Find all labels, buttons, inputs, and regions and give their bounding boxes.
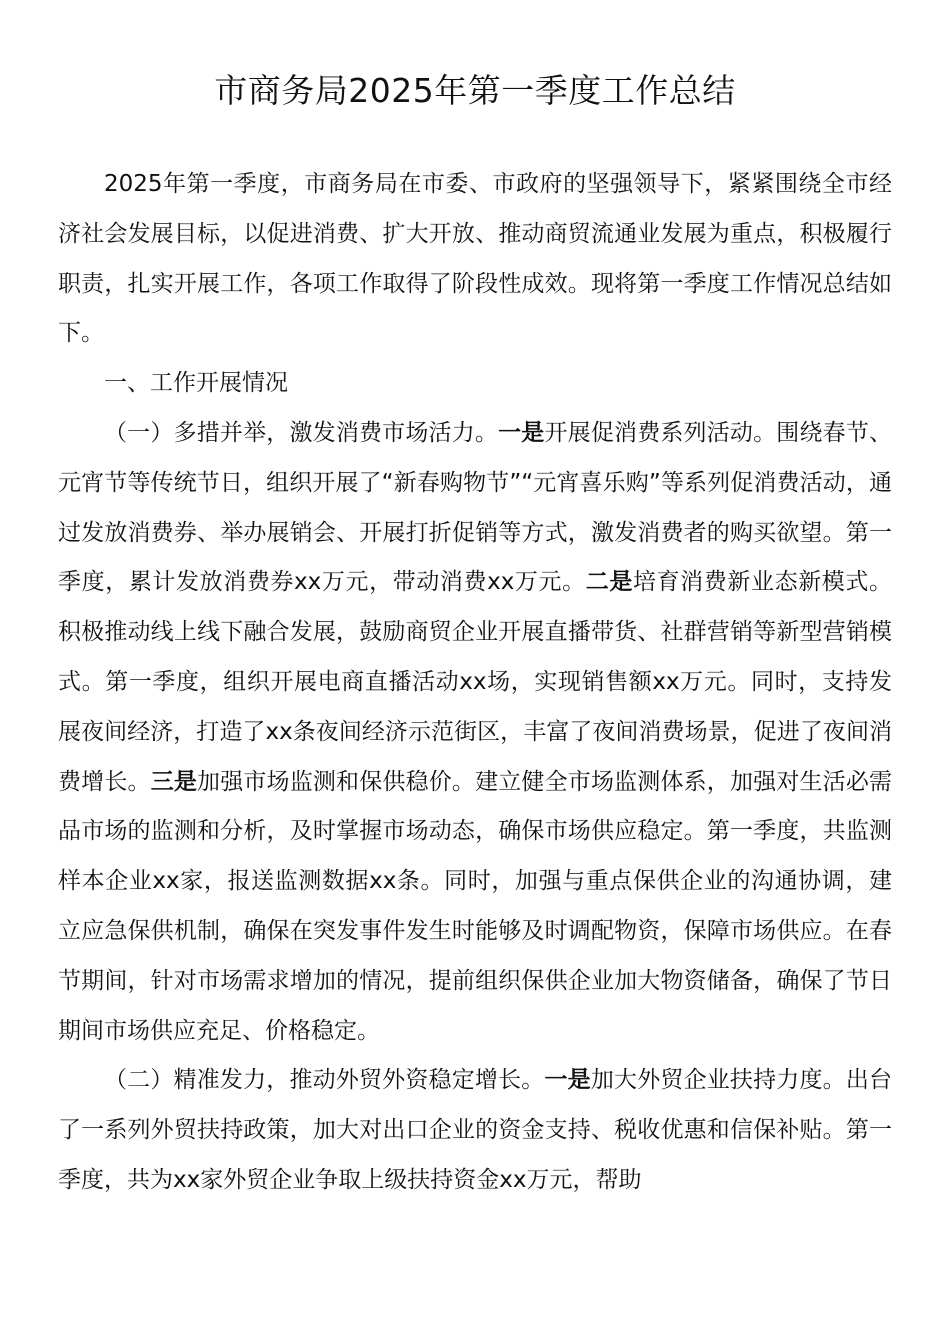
item-text-3: 加强市场监测和保供稳价。建立健全市场监测体系，加强对生活必需品市场的监测和分析，及时掌握市场动态，确保市场供应稳定。第一季度，共监测样本企业xx家，报送监测数据xx条。同时，加强与重点保供企业的沟通协调，建立应急保供机制，确保在突发事件发生时能够及时调配物资，保障市场供应。在春节期间，针对市场需求增加的情况，提前组织保供企业加大物资储备，确保了节日期间市场供应充足、价格稳定。: [58, 768, 893, 1044]
subsection-1-paragraph: [58, 409, 892, 1056]
subsection-1-heading: （一）多措并举，激发消费市场活力。: [104, 419, 499, 446]
item-text-1: 开展促消费系列活动。围绕春节、元宵节等传统节日，组织开展了“新春购物节”“元宵喜乐购”等系列促消费活动，通过发放消费券、举办展销会、开展打折促销等方式，激发消费者的购买欲望。第一季度，累计发放消费券xx万元，带动消费xx万元。: [58, 419, 893, 596]
section-heading: 一、工作开展情况: [104, 370, 288, 397]
item-label-2: 二是: [585, 569, 633, 596]
intro-paragraph: 2025年第一季度，市商务局在市委、市政府的坚强领导下，紧紧围绕全市经济社会发展目标，以促进消费、扩大开放、推动商贸流通业发展为重点，积极履行职责，扎实开展工作，各项工作取得了阶段性成效。现将第一季度工作情况总结如下。: [58, 171, 892, 347]
item-label-4: 一是: [544, 1067, 591, 1094]
subsection-2-paragraph: [58, 1056, 892, 1205]
document-title: 市商务局2025年第一季度工作总结: [214, 71, 736, 110]
subsection-2-heading: （二）精准发力，推动外贸外资稳定增长。: [104, 1067, 545, 1094]
item-label-1: 一是: [498, 419, 545, 446]
item-label-3: 三是: [150, 768, 198, 795]
item-text-4: 加大外贸企业扶持力度。出台了一系列外贸扶持政策，加大对出口企业的资金支持、税收优惠和信保补贴。第一季度，共为xx家外贸企业争取上级扶持资金xx万元，帮助: [58, 1067, 893, 1193]
item-text-2: 培育消费新业态新模式。积极推动线上线下融合发展，鼓励商贸企业开展直播带货、社群营销等新型营销模式。第一季度，组织开展电商直播活动xx场，实现销售额xx万元。同时，支持发展夜间经济，打造了xx条夜间经济示范街区，丰富了夜间消费场景，促进了夜间消费增长。: [58, 569, 893, 795]
